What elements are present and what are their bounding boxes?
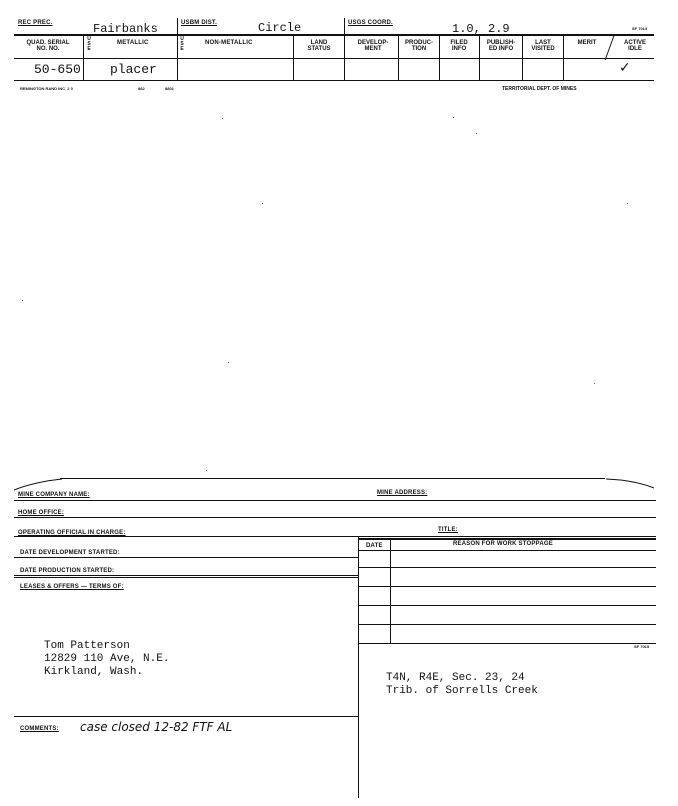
speck	[262, 203, 263, 204]
merit-header: MERIT	[577, 40, 597, 46]
speck	[594, 383, 595, 384]
rule	[14, 577, 358, 578]
non-metallic-header: NON-METALLIC	[205, 40, 253, 46]
land-status-header: LAND STATUS	[307, 40, 331, 52]
leases-offers-label: LEASES & OFFERS — TERMS OF:	[20, 584, 124, 590]
rule	[14, 517, 656, 518]
top-rule-2	[14, 35, 654, 36]
owner-name: Tom Patterson	[44, 640, 130, 652]
usgs-coord-label: USGS COORD.	[348, 20, 393, 26]
comments-value: case closed 12-82 FTF AL	[80, 720, 233, 734]
rule	[14, 500, 656, 501]
card-edge-curves	[14, 476, 674, 496]
rule	[358, 550, 656, 551]
mine-address-label: MINE ADDRESS:	[377, 490, 428, 496]
col-divider	[522, 36, 523, 80]
quad-serial-header: QUAD. SERIAL NO. NO.	[26, 40, 70, 52]
usgs-coord-value: 1.0, 2.9	[452, 22, 510, 36]
rule	[358, 624, 656, 625]
col-divider	[439, 36, 440, 80]
rule	[14, 557, 358, 558]
rule	[358, 605, 656, 606]
rec-prec-value: Fairbanks	[93, 22, 158, 36]
date-production-started-label: DATE PRODUCTION STARTED:	[20, 568, 115, 574]
metallic-header: METALLIC	[117, 40, 149, 46]
rule	[14, 716, 358, 717]
speck	[206, 470, 207, 471]
last-visited-header: LAST VISITED	[531, 40, 555, 52]
home-office-label: HOME OFFICE:	[18, 510, 65, 516]
card-bottom-rule	[14, 80, 654, 81]
development-header: DEVELOP- MENT	[357, 40, 389, 52]
rule-thick	[358, 538, 656, 540]
rule	[14, 575, 358, 576]
divider	[344, 18, 345, 80]
header-rule	[14, 58, 654, 59]
mine-company-name-label: MINE COMPANY NAME:	[18, 492, 90, 498]
published-info-header: PUBLISH- ED INFO	[486, 40, 516, 52]
owner-city: Kirkland, Wash.	[44, 666, 144, 678]
creek-location: Trib. of Sorrells Creek	[386, 685, 538, 697]
use-header-2: U S E	[180, 36, 184, 52]
col-divider	[479, 36, 480, 80]
speck	[453, 117, 454, 118]
owner-street: 12829 110 Ave, N.E.	[44, 653, 170, 665]
col-divider	[83, 36, 84, 80]
rule	[358, 586, 656, 587]
date-column-label: DATE	[366, 543, 383, 549]
active-idle-header: ACTIVE IDLE	[623, 40, 646, 52]
comments-label: COMMENTS:	[20, 726, 59, 732]
use-header: U S E	[87, 36, 91, 52]
col-divider	[563, 36, 564, 80]
rule	[358, 567, 656, 568]
speck	[22, 300, 23, 301]
date-development-started-label: DATE DEVELOPMENT STARTED:	[20, 550, 120, 556]
form-code-2: 8801	[165, 86, 174, 91]
speck	[228, 362, 229, 363]
usbm-dist-label: USBM DIST.	[181, 20, 218, 26]
speck	[222, 118, 223, 119]
col-divider	[293, 36, 294, 80]
reason-column-label: REASON FOR WORK STOPPAGE	[453, 541, 553, 547]
col-divider	[398, 36, 399, 80]
divider	[177, 18, 178, 80]
metallic-value: placer	[110, 62, 157, 77]
center-divider	[358, 536, 359, 798]
form-number: SF 7014	[632, 26, 648, 31]
rule	[358, 643, 656, 644]
speck	[627, 203, 628, 204]
date-column-divider	[390, 538, 391, 643]
active-check-mark: ✓	[619, 60, 631, 76]
department-name: TERRITORIAL DEPT. OF MINES	[502, 86, 577, 92]
title-label: TITLE:	[438, 527, 458, 533]
filed-info-header: FILED INFO	[450, 40, 468, 52]
form-number-2: SF 7015	[634, 644, 650, 649]
speck	[476, 133, 477, 134]
printer-credit: REMINGTON RAND INC. 2 0	[20, 86, 73, 91]
usbm-dist-value: Circle	[258, 21, 302, 35]
legal-location: T4N, R4E, Sec. 23, 24	[386, 672, 525, 684]
rec-prec-label: REC PREC.	[18, 20, 53, 26]
rule	[14, 536, 656, 537]
form-code-1: 882	[138, 86, 145, 91]
operating-official-label: OPERATING OFFICIAL IN CHARGE:	[18, 530, 126, 536]
production-header: PRODUC- TION	[405, 40, 433, 52]
serial-value: 50-650	[34, 62, 81, 77]
